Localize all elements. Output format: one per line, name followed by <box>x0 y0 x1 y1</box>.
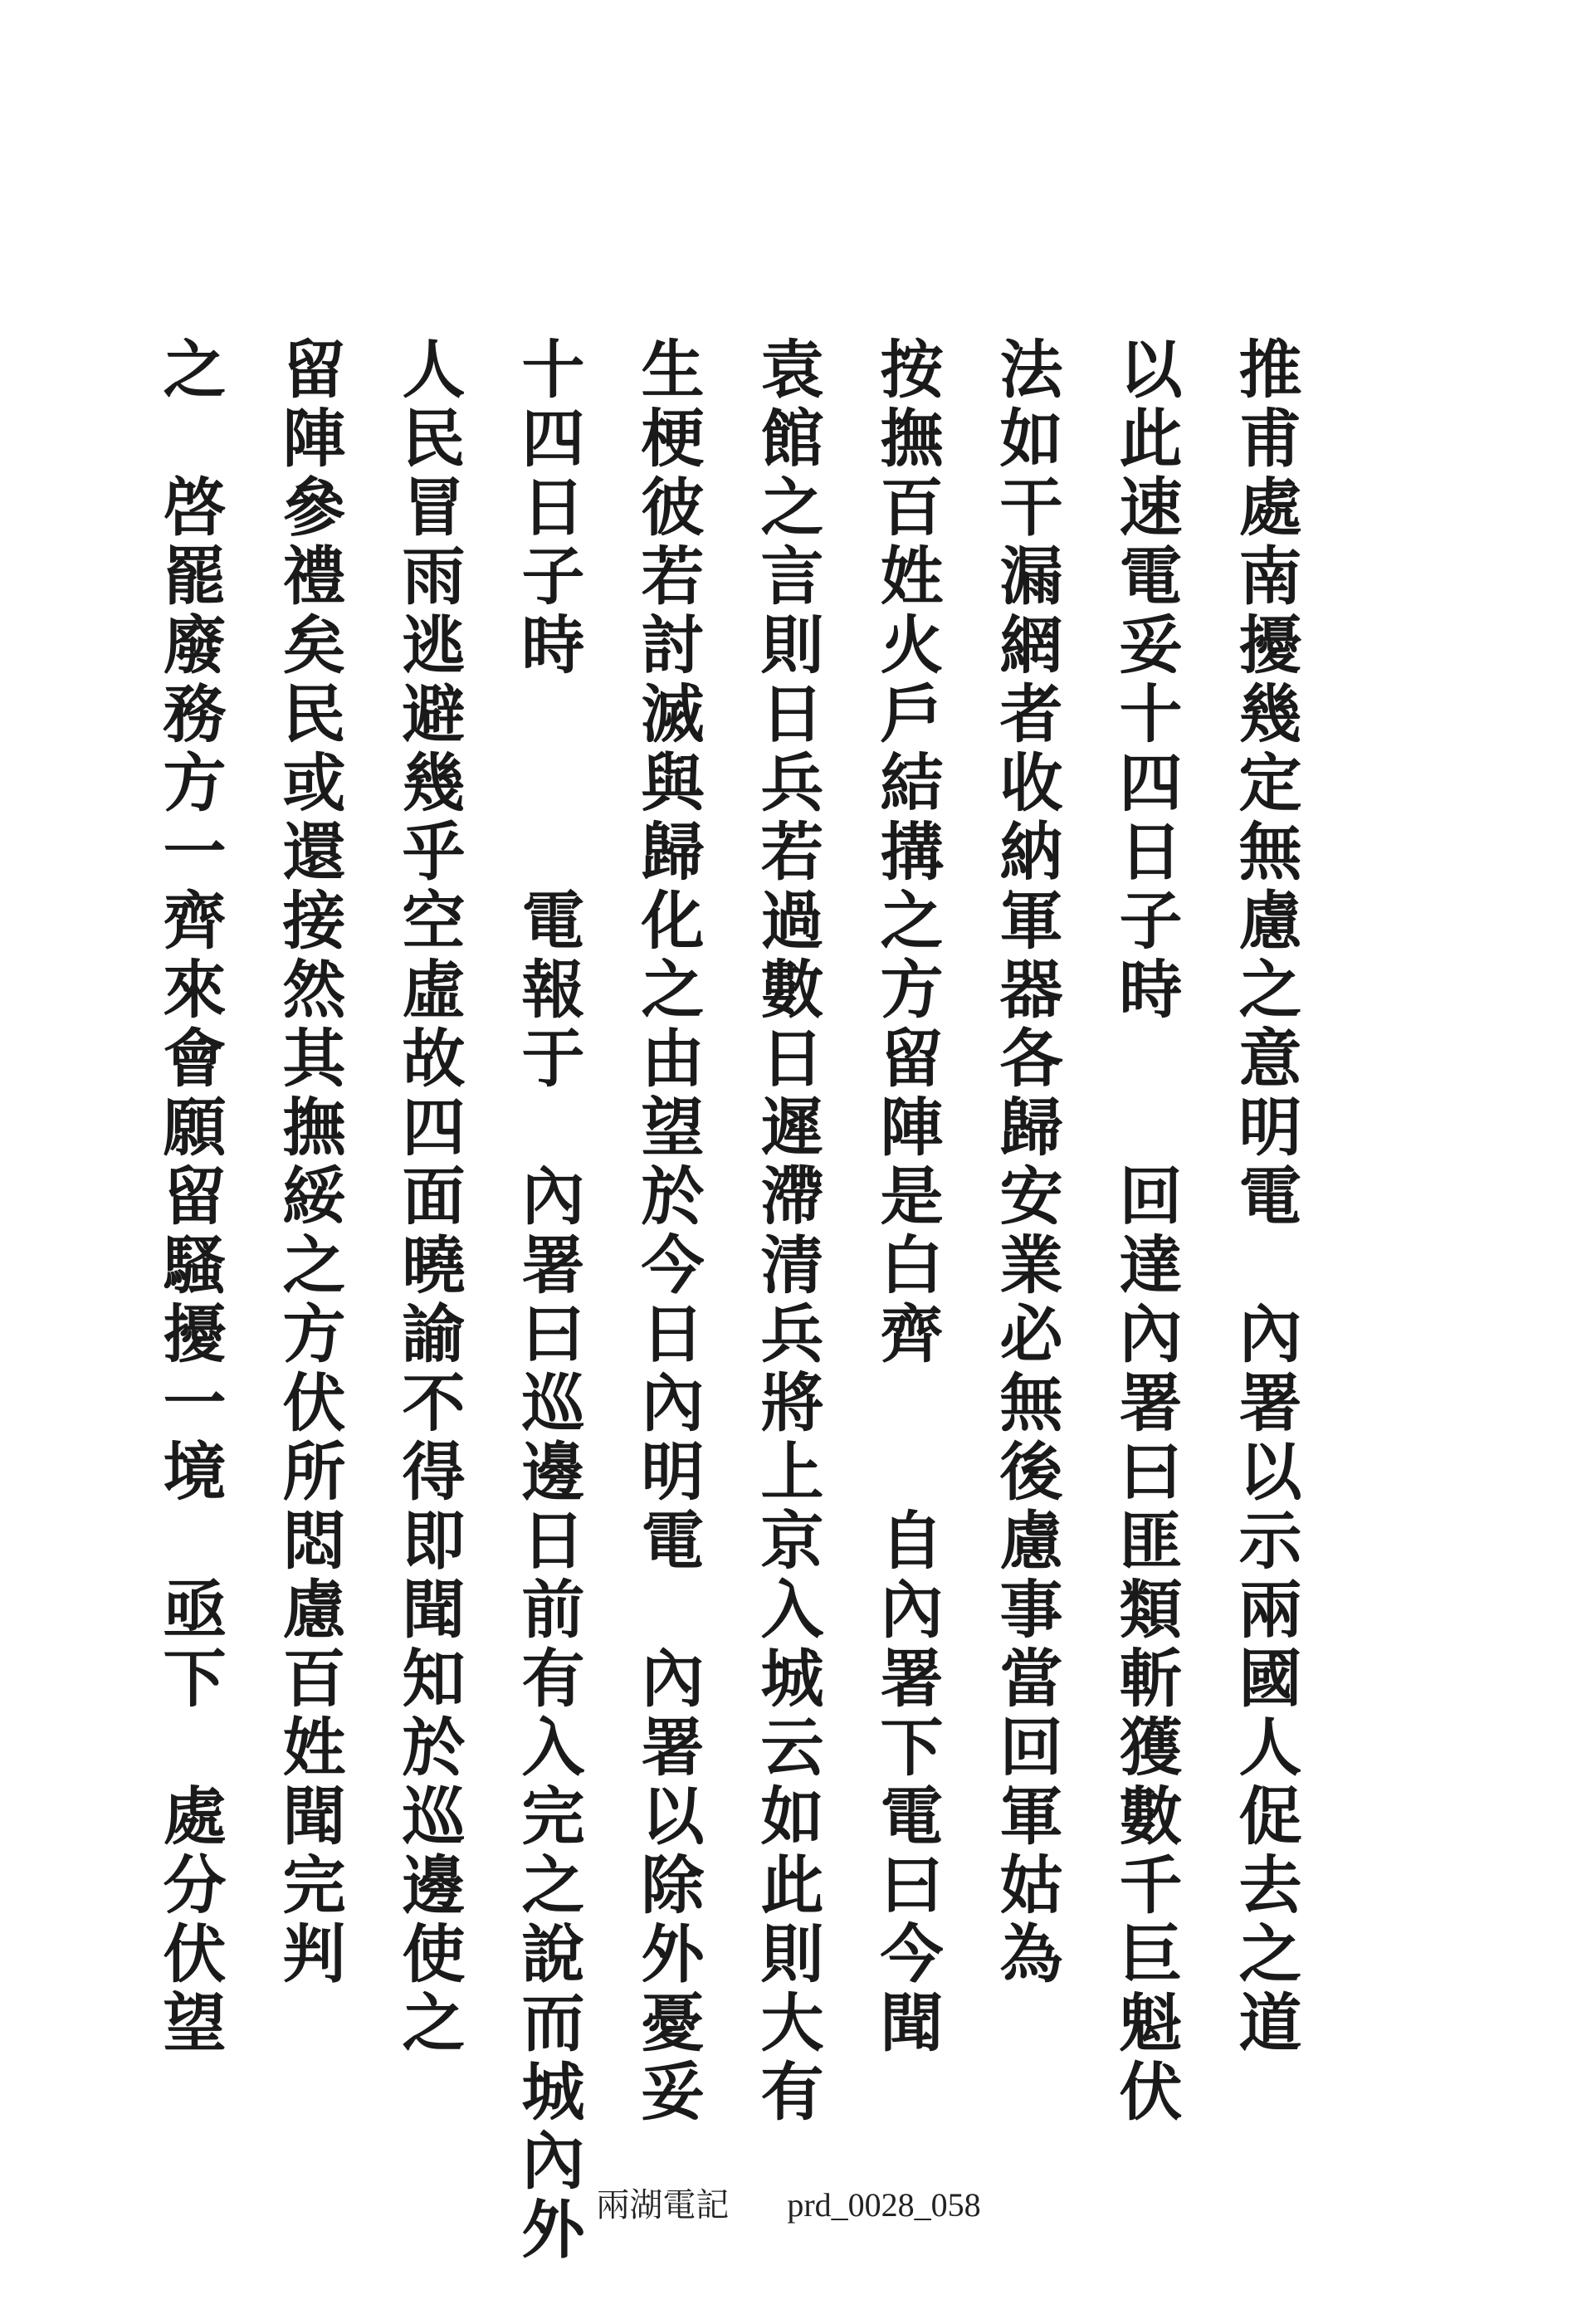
text-column-3: 法如干漏網者收納軍器各歸安業必無後慮事當回軍姑為 <box>989 336 1063 1990</box>
footer-page-code: prd_0028_058 <box>787 2186 981 2224</box>
text-column-1: 推甫處南擾幾定無慮之意明電 內署以示兩國人促去之道 <box>1228 336 1302 2058</box>
text-column-7: 十四日子時 電報于 內署曰巡邊日前有入完之說而城內外 <box>511 336 585 2265</box>
text-column-6: 生梗彼若討滅與歸化之由望於今日內明電 內署以除外憂妥 <box>631 336 705 2127</box>
text-column-2: 以此速電妥十四日子時 回達內署曰匪類斬獲數千巨魁伏 <box>1109 336 1183 2127</box>
text-column-5: 袁館之言則日兵若過數日遲滯清兵將上京入城云如此則大有 <box>750 336 824 2127</box>
text-column-4: 按撫百姓火戶結搆之方留陣是白齊 自內署下電曰今聞 <box>870 336 944 2058</box>
text-column-9: 留陣參禮矣民或還接然其撫綏之方伏所悶慮百姓聞完判 <box>272 336 346 1990</box>
footer-title: 兩湖電記 <box>596 2186 730 2224</box>
text-column-10: 之 啓罷廢務方一齊來會願留騷擾一境 亟下 處分伏望 <box>153 336 227 2058</box>
text-column-8: 人民冒雨逃避幾乎空虛故四面曉諭不得即聞知於巡邊使之 <box>392 336 466 2058</box>
page-footer <box>0 2179 1577 2226</box>
